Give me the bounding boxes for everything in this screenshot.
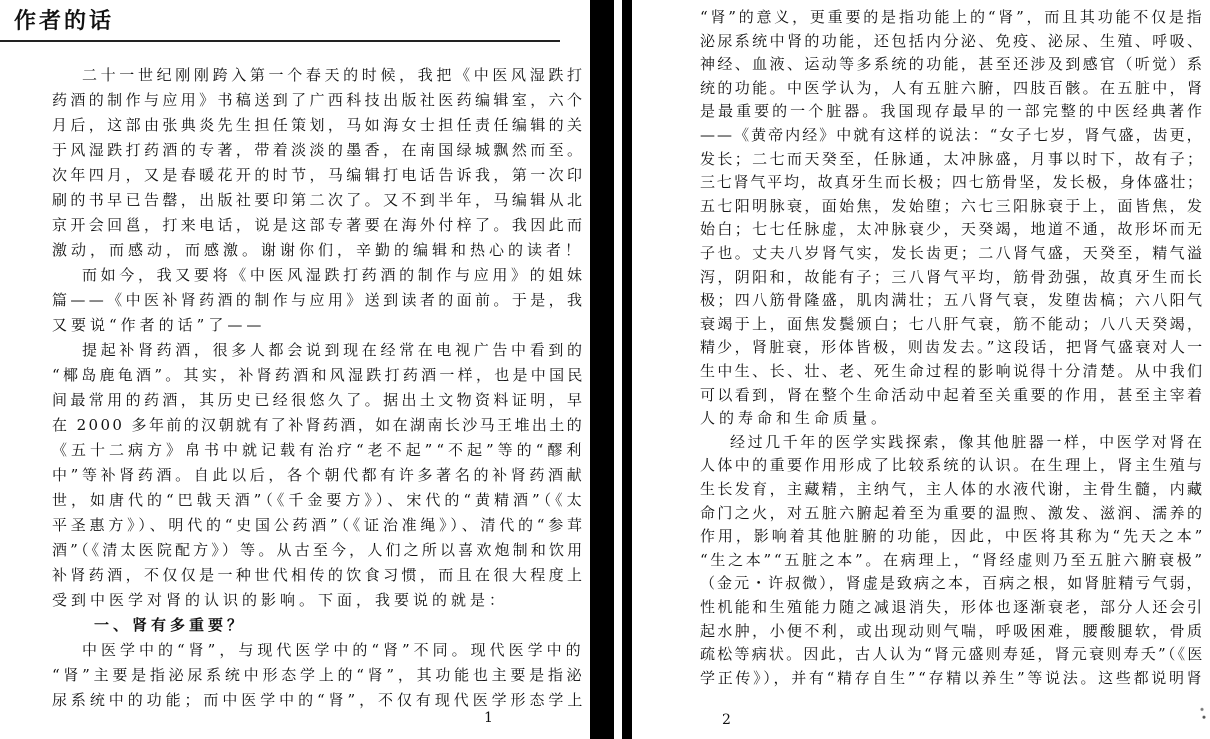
- right-page-text: [700, 6, 1205, 696]
- text-line: 命门之火，对五脏六腑起着至为重要的温煦、激发、滋润、濡养的: [700, 503, 1205, 522]
- text-line: 人体中的重要作用形成了比较系统的认识。在生理上，肾主生殖与: [700, 456, 1205, 475]
- text-line: 在 2000 多年前的汉朝就有了补肾药酒，如在湖南长沙马王堆出土的: [52, 416, 585, 434]
- text-line: 统的功能。中医学认为，人有五脏六腑，四肢百骸。在五脏中，肾: [700, 78, 1205, 97]
- text-line: 始白；七七任脉虚，太冲脉衰少，天癸竭，地道不通，故形坏而无: [700, 220, 1205, 239]
- text-line: 神经、血液、运动等多系统的功能，甚至还涉及到感官（听觉）系: [700, 55, 1205, 74]
- text-line: “生之本”“五脏之本”。在病理上，“肾经虚则乃至五脏六腑衰极”: [700, 550, 1205, 569]
- text-line: 又要说“作者的话”了——: [52, 316, 266, 334]
- text-line: 受到中医学对肾的认识的影响。下面，我要说的就是：: [52, 591, 509, 609]
- text-line: 京开会回邕，打来电话，说是这部专著要在海外付梓了。我因此而: [52, 216, 586, 234]
- book-spine-edge: [622, 0, 632, 739]
- text-line: 而如今，我又要将《中医风湿跌打药酒的制作与应用》的姐妹: [82, 266, 586, 284]
- section-heading: 一、肾有多重要？: [94, 616, 247, 634]
- text-line: “肾”主要是指泌尿系统中形态学上的“肾”，其功能也主要是指泌: [52, 666, 586, 684]
- page-number-left: 1: [484, 710, 493, 726]
- text-line: 篇——《中医补肾药酒的制作与应用》送到读者的面前。于是，我: [52, 291, 586, 309]
- title-rule: [0, 40, 560, 42]
- text-line: 间最常用的药酒，其历史已经很悠久了。据出土文物资料证明，早: [52, 391, 586, 409]
- text-line: 生中生、长、壮、老、死生命过程的影响说得十分清楚。从中我们: [700, 362, 1205, 380]
- text-line: 提起补肾药酒，很多人都会说到现在经常在电视广告中看到的: [82, 341, 586, 359]
- text-line: 人的寿命和生命质量。: [700, 409, 891, 428]
- text-line: （金元・许叔微），肾虚是致病之本，百病之根，如肾脏精亏气弱，: [700, 574, 1204, 593]
- text-line: 作用，影响着其他脏腑的功能，因此，中医将其称为“先天之本”: [700, 527, 1206, 546]
- text-line: 药酒的制作与应用》书稿送到了广西科技出版社医药编辑室，六个: [52, 91, 586, 109]
- text-line: 《五十二病方》帛书中就记载有治疗“老不起”“不起”等的“醪利: [52, 441, 586, 459]
- text-line: 极；四八筋骨隆盛，肌肉满壮；五八肾气衰，发堕齿槁；六八阳气: [700, 291, 1205, 310]
- text-line: 刷的书早已告罄，出版社要印第二次了。又不到半年，马编辑从北: [52, 191, 586, 209]
- text-line: 泌尿系统中肾的功能，还包括内分泌、免疫、泌尿、生殖、呼吸、: [700, 31, 1205, 50]
- text-line: 生长发育，主藏精，主纳气，主人体的水液代谢，主骨生髓，内藏: [700, 480, 1205, 498]
- text-line: 学正传》），并有“精存自生”“存精以养生”等说法。这些都说明肾: [700, 668, 1205, 687]
- text-line: 疏松等病状。因此，古人认为“肾元盛则寿延，肾元衰则寿夭”（《医: [700, 645, 1205, 664]
- book-spine-gap: [614, 0, 622, 739]
- book-spine-shadow: [590, 0, 614, 739]
- text-line: 精少，肾脏衰，形体皆极，则齿发去。”这段话，把肾气盛衰对人一: [700, 338, 1205, 357]
- text-line: 子也。丈夫八岁肾气实，发长齿更；二八肾气盛，天癸至，精气溢: [700, 244, 1205, 262]
- left-page: [0, 0, 590, 739]
- text-line: 平圣惠方》）、明代的“史国公药酒”（《证治准绳》）、清代的“参茸: [52, 516, 586, 534]
- text-line: 五七阳明脉衰，面始焦，发始堕；六七三阳脉衰于上，面皆焦，发: [700, 196, 1205, 215]
- text-line: 酒”（《清太医院配方》）等。从古至今，人们之所以喜欢炮制和饮用: [52, 541, 586, 559]
- text-line: “椰岛鹿龟酒”。其实，补肾药酒和风湿跌打药酒一样，也是中国民: [52, 366, 586, 384]
- scan-speck: [1198, 699, 1208, 725]
- text-line: 经过几千年的医学实践探索，像其他脏器一样，中医学对肾在: [730, 432, 1205, 451]
- text-line: 激动，而感动，而感激。谢谢你们，辛勤的编辑和热心的读者！: [52, 241, 585, 259]
- text-line: 起水肿，小便不利，或出现动则气喘，呼吸困难，腰酸腿软，骨质: [700, 621, 1205, 640]
- text-line: 发长；二七而天癸至，任脉通，太冲脉盛，月事以时下，故有子；: [700, 149, 1205, 168]
- text-line: 中医学中的“肾”，与现代医学中的“肾”不同。现代医学中的: [82, 641, 585, 659]
- text-line: 中”等补肾药酒。自此以后，各个朝代都有许多著名的补肾药酒献: [52, 466, 586, 484]
- text-line: “肾”的意义，更重要的是指功能上的“肾”，而且其功能不仅是指: [700, 8, 1205, 26]
- text-line: 世，如唐代的“巴戟天酒”（《千金要方》）、宋代的“黄精酒”（《太: [52, 491, 586, 509]
- left-page-text: [52, 64, 587, 724]
- text-line: 三七肾气平均，故真牙生而长极；四七筋骨坚，发长极，身体盛壮；: [700, 173, 1204, 192]
- text-line: 是最重要的一个脏器。我国现存最早的一部完整的中医经典著作: [700, 102, 1206, 121]
- chapter-title: 作者的话: [14, 8, 115, 34]
- text-line: 月后，这部由张典炎先生担任策划，马如海女士担任责任编辑的关: [52, 116, 586, 134]
- text-line: 补肾药酒，不仅仅是一种世代相传的饮食习惯，而且在很大程度上: [52, 566, 586, 584]
- text-line: 二十一世纪刚刚跨入第一个春天的时候，我把《中医风湿跌打: [82, 66, 586, 84]
- text-line: ——《黄帝内经》中就有这样的说法：“女子七岁，肾气盛，齿更，: [700, 126, 1204, 144]
- text-line: 尿系统中的功能；而中医学中的“肾”，不仅有现代医学形态学上: [52, 691, 587, 709]
- text-line: 性机能和生殖能力随之减退消失，形体也逐渐衰老，部分人还会引: [700, 598, 1205, 616]
- text-line: 衰竭于上，面焦发鬓颁白；七八肝气衰，筋不能动；八八天癸竭，: [700, 314, 1205, 333]
- right-page: [632, 0, 1210, 739]
- text-line: 次年四月，又是春暖花开的时节，马编辑打电话告诉我，第一次印: [52, 166, 586, 184]
- text-line: 可以看到，肾在整个生命活动中起着至关重要的作用，甚至主宰着: [700, 385, 1205, 404]
- page-number-right: 2: [722, 712, 731, 728]
- text-line: 泻，阴阳和，故能有子；三八肾气平均，筋骨劲强，故真牙生而长: [700, 267, 1205, 286]
- text-line: 于风湿跌打药酒的专著，带着淡淡的墨香，在南国绿城飘然而至。: [52, 141, 586, 159]
